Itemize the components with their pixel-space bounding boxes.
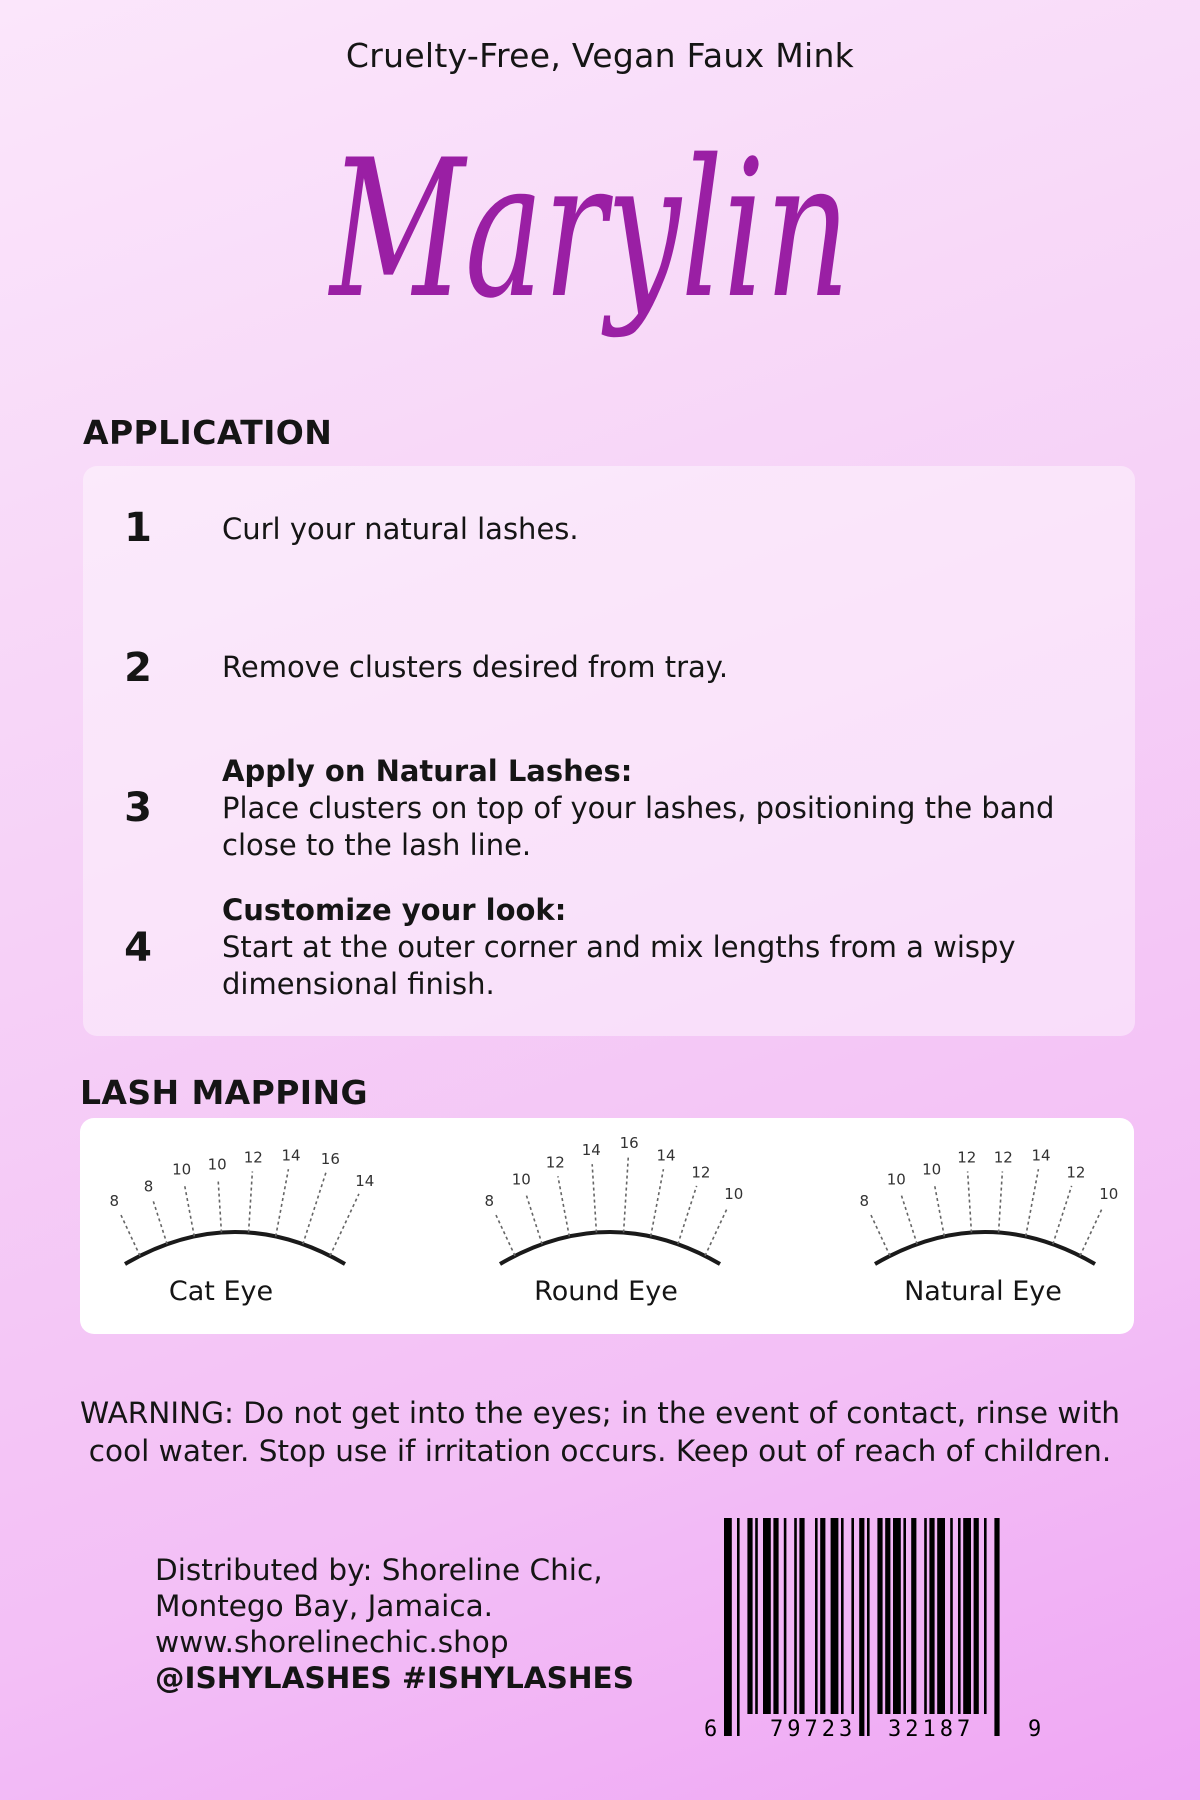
step-number: 4 xyxy=(124,925,152,971)
step-title: Apply on Natural Lashes: xyxy=(222,754,633,788)
lash-length-marker xyxy=(558,1176,569,1236)
barcode-bar xyxy=(755,1518,758,1714)
step-number: 1 xyxy=(124,505,152,551)
barcode-bar xyxy=(958,1518,961,1714)
warning-line: cool water. Stop use if irritation occurs. Keep out of reach of children. xyxy=(88,1434,1112,1468)
barcode-digit: 32187 xyxy=(888,1717,975,1742)
lash-length-marker xyxy=(276,1169,289,1236)
lash-length-label: 10 xyxy=(207,1155,227,1174)
lash-length-label: 10 xyxy=(724,1185,744,1204)
warning-text xyxy=(30,1394,1170,1470)
lash-length-marker xyxy=(592,1164,596,1232)
distributor-name: Distributed by: Shoreline Chic, xyxy=(155,1553,603,1587)
eye-style-label: Natural Eye xyxy=(904,1276,1062,1307)
lash-length-label: 12 xyxy=(691,1163,711,1182)
barcode-bar xyxy=(911,1518,916,1714)
distributor-info xyxy=(155,1552,634,1696)
eye-diagram xyxy=(485,1134,744,1264)
lash-length-label: 14 xyxy=(656,1146,676,1165)
barcode-bar xyxy=(903,1518,906,1714)
barcode-bar xyxy=(937,1518,945,1714)
barcode-bar xyxy=(924,1518,927,1714)
barcode-digit: 9 xyxy=(1028,1717,1046,1742)
barcode-bar xyxy=(831,1518,839,1714)
social-handles: @ISHYLASHES #ISHYLASHES xyxy=(155,1661,634,1695)
lash-length-label: 8 xyxy=(109,1191,120,1210)
barcode-bar xyxy=(994,1518,999,1736)
barcode-bar xyxy=(784,1518,787,1714)
product-name: Marylin xyxy=(327,119,851,340)
lash-length-marker xyxy=(999,1171,1003,1232)
lash-line xyxy=(875,1232,1095,1264)
lash-line xyxy=(125,1232,345,1264)
barcode-bar xyxy=(877,1518,882,1714)
step-number: 3 xyxy=(124,785,152,831)
step-text: Start at the outer corner and mix lengths from a wispy dimensional finish. xyxy=(222,930,1016,1001)
lash-length-marker xyxy=(870,1213,890,1255)
barcode-bar xyxy=(867,1518,870,1736)
barcode-digit: 79723 xyxy=(770,1717,857,1742)
barcode-bars xyxy=(724,1518,1000,1736)
eye-style-label: Round Eye xyxy=(534,1276,678,1307)
distributor-location: Montego Bay, Jamaica. xyxy=(155,1589,494,1623)
lash-length-marker xyxy=(153,1200,167,1245)
step-text: Curl your natural lashes. xyxy=(222,512,579,546)
barcode-bar xyxy=(974,1518,979,1714)
website-link[interactable]: www.shorelinechic.shop xyxy=(155,1625,509,1659)
lash-length-marker xyxy=(249,1171,253,1232)
lash-length-marker xyxy=(120,1213,140,1255)
lash-length-marker xyxy=(705,1207,728,1256)
barcode-bar xyxy=(950,1518,953,1714)
step-text: Place clusters on top of your lashes, positioning the band close to the lash line. xyxy=(222,791,1055,862)
lash-length-marker xyxy=(651,1169,664,1236)
step-body xyxy=(222,892,1122,1003)
barcode-bar xyxy=(851,1518,854,1714)
step-number: 2 xyxy=(124,645,152,691)
lash-length-marker xyxy=(1080,1207,1103,1256)
lash-length-label: 12 xyxy=(957,1148,977,1167)
lash-length-marker xyxy=(624,1157,629,1232)
lash-length-label: 12 xyxy=(1066,1163,1086,1182)
lash-length-label: 10 xyxy=(511,1170,531,1189)
lash-length-marker xyxy=(303,1172,326,1244)
lash-length-label: 12 xyxy=(243,1148,263,1167)
eye-diagram xyxy=(860,1146,1119,1264)
lash-length-label: 8 xyxy=(859,1191,870,1210)
product-name-logo xyxy=(320,105,880,385)
step-title: Customize your look: xyxy=(222,893,567,927)
barcode-bar xyxy=(859,1518,864,1736)
lash-length-marker xyxy=(934,1183,944,1236)
barcode-bar xyxy=(893,1518,901,1714)
step-body xyxy=(222,753,1122,864)
barcode-digit: 6 xyxy=(704,1717,722,1742)
lash-length-marker xyxy=(495,1213,515,1255)
lash-length-marker xyxy=(678,1186,697,1244)
barcode xyxy=(700,1518,1050,1778)
lash-line xyxy=(500,1232,720,1264)
lash-length-label: 12 xyxy=(545,1153,565,1172)
barcode-bar xyxy=(763,1518,771,1714)
lash-length-label: 16 xyxy=(619,1134,639,1153)
barcode-bar xyxy=(841,1518,844,1714)
lash-length-label: 10 xyxy=(1099,1185,1119,1204)
lash-length-label: 14 xyxy=(355,1172,375,1191)
tagline: Cruelty-Free, Vegan Faux Mink xyxy=(345,36,855,75)
barcode-bar xyxy=(724,1518,732,1736)
lash-length-label: 12 xyxy=(993,1148,1013,1167)
lash-length-marker xyxy=(184,1183,194,1236)
eye-style-label: Cat Eye xyxy=(168,1276,274,1307)
lash-length-marker xyxy=(1053,1186,1072,1244)
barcode-bar xyxy=(799,1518,804,1714)
lash-length-label: 14 xyxy=(581,1141,601,1160)
lash-length-marker xyxy=(901,1193,918,1244)
lash-length-label: 14 xyxy=(281,1146,301,1165)
warning-line: WARNING: Do not get into the eyes; in the event of contact, rinse with xyxy=(80,1396,1120,1430)
lash-length-label: 16 xyxy=(320,1149,340,1168)
lash-length-marker xyxy=(218,1179,221,1233)
barcode-bar xyxy=(885,1518,890,1714)
lash-length-marker xyxy=(1026,1169,1039,1236)
lash-length-marker xyxy=(526,1193,543,1244)
lash-length-label: 10 xyxy=(886,1170,906,1189)
barcode-bar xyxy=(963,1518,971,1714)
lash-length-marker xyxy=(330,1194,359,1256)
lash-length-label: 14 xyxy=(1031,1146,1051,1165)
lash-length-label: 8 xyxy=(484,1191,495,1210)
lash-mapping-heading: LASH MAPPING xyxy=(80,1073,368,1112)
step-text: Remove clusters desired from tray. xyxy=(222,650,729,684)
lash-length-label: 10 xyxy=(922,1160,942,1179)
barcode-bar xyxy=(820,1518,825,1714)
lash-length-label: 10 xyxy=(172,1160,192,1179)
barcode-bar xyxy=(773,1518,778,1714)
application-heading: APPLICATION xyxy=(83,413,333,452)
barcode-bar xyxy=(984,1518,987,1714)
barcode-bar xyxy=(929,1518,934,1714)
lash-length-label: 8 xyxy=(143,1177,154,1196)
barcode-bar xyxy=(794,1518,797,1714)
eye-diagram xyxy=(110,1146,375,1264)
barcode-bar xyxy=(747,1518,752,1714)
barcode-bar xyxy=(737,1518,740,1736)
barcode-bar xyxy=(815,1518,818,1714)
lash-length-marker xyxy=(968,1171,972,1232)
